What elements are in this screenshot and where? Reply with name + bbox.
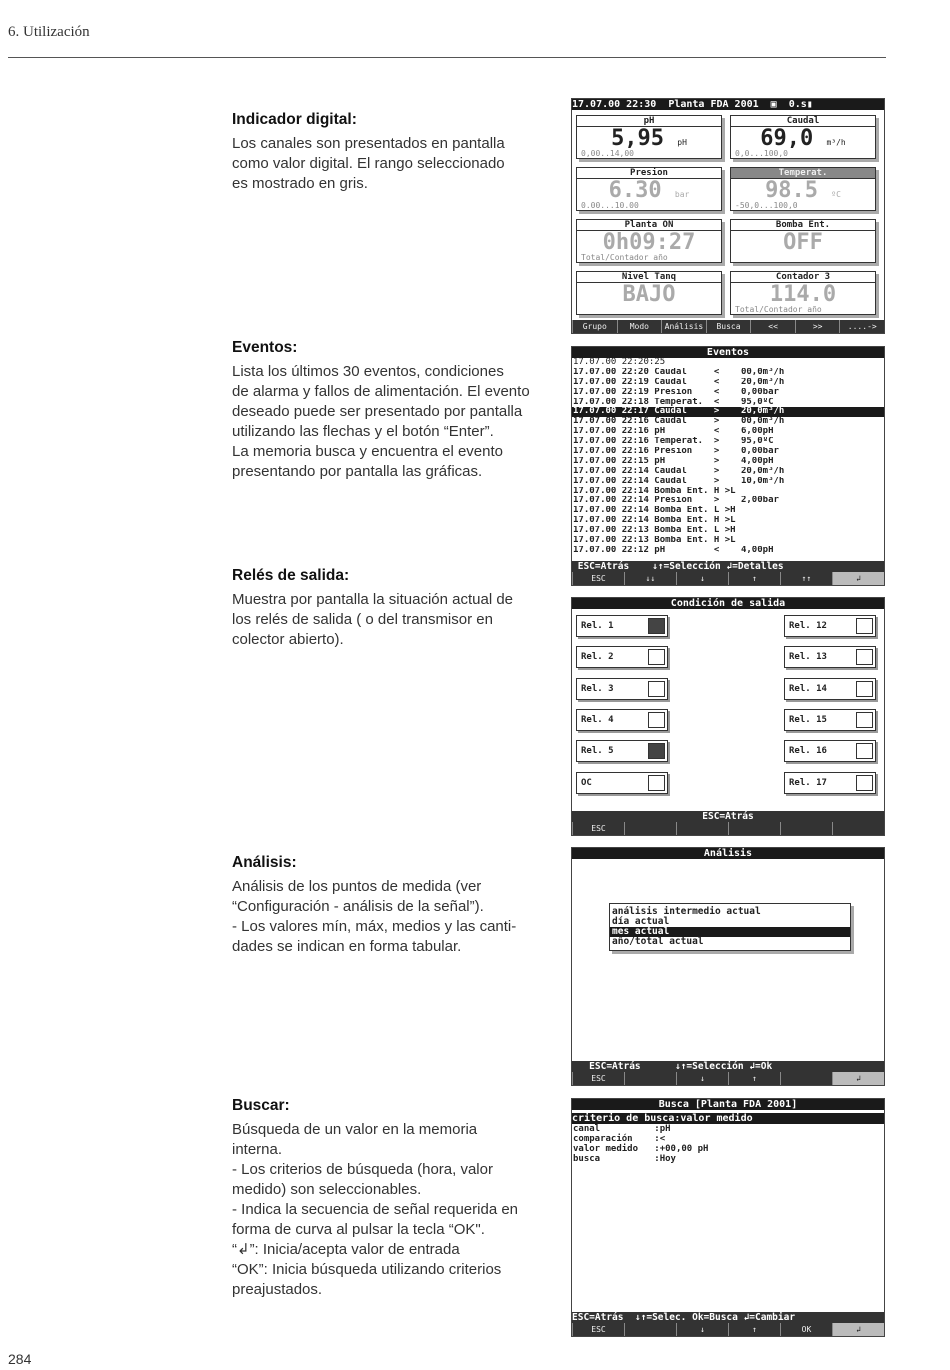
channel-unit: bar: [674, 190, 690, 199]
channel-tile: [730, 219, 876, 263]
relay-label: Rel. 5: [581, 746, 614, 757]
screen-events: [571, 346, 885, 586]
channel-label: Bomba Ent.: [731, 220, 875, 231]
search-criteria-row[interactable]: valor medido :+00,00 pH: [573, 1144, 709, 1154]
relay-indicator: [576, 615, 668, 637]
channel-range: 0.00...10.00: [581, 201, 639, 210]
event-row[interactable]: 17.07.00 22:16 pH < 6,00pH: [573, 427, 774, 437]
relay-state-box: [648, 649, 665, 665]
section-body: Los canales son presentados en pantalla como valor digital. El rango seleccionado es mostrado en gris.: [232, 135, 505, 192]
relay-state-box: [856, 743, 873, 759]
relay-label: Rel. 16: [789, 746, 827, 757]
channel-label: Presion: [577, 168, 721, 179]
event-row[interactable]: 17.07.00 22:12 pH < 4,00pH: [573, 545, 774, 555]
screen-title-bar: Busca [Planta FDA 2001]: [572, 1099, 884, 1110]
section-body: Búsqueda de un valor en la memoria interna. - Los criterios de búsqueda (hora, valor medido) son seleccionables. - Indica la secuencia de señal requerida en forma de curva al pulsar la tecla “OK". “↲”: Inicia/acepta valor de entrada “OK”: Inicia búsqueda utilizando criterios preajustados.: [232, 1121, 519, 1298]
section-body: Análisis de los puntos de medida (ver “Configuración - análisis de la señal”). - Los valores mín, máx, medios y las canti- dades se indican en forma tabular.: [232, 878, 517, 955]
softkey-button[interactable]: [780, 822, 832, 835]
softkey-bar: [572, 1323, 884, 1336]
search-criteria-row[interactable]: comparación :<: [573, 1134, 666, 1144]
analysis-menu-item[interactable]: mes actual: [610, 927, 850, 937]
channel-label: Caudal: [731, 116, 875, 127]
softkey-button[interactable]: OK: [780, 1323, 832, 1336]
event-row[interactable]: 17.07.00 22:19 Caudal < 20,0m³/h: [573, 377, 785, 387]
relay-indicator: [784, 615, 876, 637]
softkey-bar: [572, 1072, 884, 1085]
channel-value: OFF: [783, 230, 823, 255]
softkey-button[interactable]: [728, 822, 780, 835]
channel-label: Planta ON: [577, 220, 721, 231]
relay-state-box: [856, 712, 873, 728]
section-buscar: [232, 1096, 568, 1300]
relay-indicator: [576, 772, 668, 794]
help-line: ESC=Atrás ↓↑=Selección ↲=Detalles: [572, 561, 884, 572]
event-row[interactable]: 17.07.00 22:14 Bomba Ent. L >H: [573, 506, 736, 516]
softkey-button[interactable]: ↑: [728, 1072, 780, 1085]
relay-indicator: [576, 678, 668, 700]
screen-title-bar: 17.07.00 22:30 Planta FDA 2001 ▣ 0.s▮: [572, 99, 884, 110]
channel-range: 0,0...100,0: [735, 149, 788, 158]
section-body: Lista los últimos 30 eventos, condiciones de alarma y fallos de alimentación. El evento deseado puede ser presentado por pantalla utilizando las flechas y el botón “Enter”. La memoria busca y encuentra el evento presentando por pantalla las gráficas.: [232, 363, 530, 480]
screen-search: [571, 1098, 885, 1337]
relay-state-box: [648, 618, 665, 634]
relay-state-box: [856, 618, 873, 634]
event-row[interactable]: 17.07.00 22:18 Temperat. < 95,0ºC: [573, 397, 774, 407]
section-title: Análisis:: [232, 854, 297, 871]
channel-range: Total/Contador año: [581, 253, 668, 262]
page-number: 284: [8, 1351, 32, 1367]
relay-indicator: [784, 772, 876, 794]
softkey-button[interactable]: ↲: [832, 1323, 884, 1336]
softkey-button[interactable]: [676, 822, 728, 835]
softkey-button[interactable]: ↑↑: [780, 572, 832, 585]
event-row[interactable]: 17.07.00 22:13 Bomba Ent. L >H: [573, 526, 736, 536]
search-criteria-header: criterio de busca:valor medido: [572, 1113, 884, 1124]
event-row[interactable]: 17.07.00 22:14 Caudal > 10,0m³/h: [573, 476, 785, 486]
relay-label: Rel. 17: [789, 777, 827, 788]
softkey-button[interactable]: <<: [750, 320, 795, 333]
section-title: Eventos:: [232, 339, 298, 356]
event-row[interactable]: 17.07.00 22:14 Bomba Ent. H >L: [573, 486, 736, 496]
relay-label: Rel. 4: [581, 714, 614, 725]
channel-tile: [730, 115, 876, 159]
relay-label: Rel. 15: [789, 714, 827, 725]
event-list: [572, 368, 884, 556]
channel-range: 0,00..14,00: [581, 149, 634, 158]
softkey-button[interactable]: [832, 822, 884, 835]
search-criteria-list: [572, 1124, 884, 1164]
softkey-button[interactable]: Grupo: [572, 320, 617, 333]
channel-unit: pH: [677, 138, 687, 147]
channel-value: 98.5 ºC: [765, 178, 841, 203]
relay-label: Rel. 12: [789, 621, 827, 631]
softkey-button[interactable]: ↑: [728, 572, 780, 585]
relay-label: Rel. 1: [581, 621, 614, 631]
screen-analysis: [571, 847, 885, 1086]
relay-label: Rel. 3: [581, 683, 614, 694]
event-row[interactable]: 17.07.00 22:20 Caudal < 00,0m³/h: [573, 367, 785, 377]
channel-value: 69,0 m³/h: [760, 126, 846, 151]
relay-indicator: [576, 646, 668, 668]
event-row[interactable]: 17.07.00 22:16 Temperat. > 95,0ºC: [573, 437, 774, 447]
softkey-button[interactable]: ESC: [572, 572, 624, 585]
search-criteria-row[interactable]: canal :pH: [573, 1124, 671, 1134]
event-row[interactable]: 17.07.00 22:14 Presion > 2,00bar: [573, 496, 779, 506]
relay-label: OC: [581, 777, 592, 788]
section-title: Buscar:: [232, 1097, 290, 1114]
analysis-menu-item[interactable]: análisis intermedio actual: [612, 906, 761, 917]
channel-tile: [576, 115, 722, 159]
softkey-button[interactable]: ESC: [572, 1072, 624, 1085]
softkey-button[interactable]: ↓↓: [624, 572, 676, 585]
channel-tile: [576, 219, 722, 263]
channel-value: BAJO: [622, 282, 676, 307]
relay-label: Rel. 2: [581, 652, 614, 663]
relay-label: Rel. 14: [789, 683, 827, 694]
softkey-button[interactable]: ↲: [832, 572, 884, 585]
relay-state-box: [648, 743, 665, 759]
channel-unit: ºC: [831, 190, 841, 199]
channel-label: Contador 3: [731, 272, 875, 283]
event-row[interactable]: 17.07.00 22:16 Presion > 0,00bar: [573, 447, 779, 457]
chapter-header: 6. Utilización: [8, 24, 90, 40]
relay-indicator: [784, 740, 876, 762]
screen-digital-indicator: [571, 98, 885, 334]
relay-state-box: [648, 712, 665, 728]
softkey-button[interactable]: Busca: [706, 320, 751, 333]
relay-state-box: [648, 775, 665, 791]
event-row[interactable]: 17.07.00 22:14 Caudal > 20,0m³/h: [573, 466, 785, 476]
event-row[interactable]: 17.07.00 22:15 pH > 4,00pH: [573, 456, 774, 466]
relay-indicator: [576, 740, 668, 762]
section-eventos: [232, 338, 568, 482]
softkey-button[interactable]: Análisis: [661, 320, 706, 333]
screen-title-bar: Análisis: [572, 848, 884, 859]
header-rule: [8, 57, 886, 58]
channel-tile: [576, 271, 722, 315]
screen-relay-output: [571, 597, 885, 836]
analysis-menu-item[interactable]: año/total actual: [612, 936, 704, 947]
channel-label: Temperat.: [731, 168, 875, 179]
help-line: ESC=Atrás ↓↑=Selec. Ok=Busca ↲=Cambiar: [572, 1312, 884, 1323]
section-reles-salida: [232, 566, 568, 650]
help-line: ESC=Atrás ↓↑=Selección ↲=Ok: [572, 1061, 884, 1072]
softkey-button[interactable]: Modo: [617, 320, 662, 333]
softkey-bar: [572, 822, 884, 835]
channel-range: -50,0...100,0: [735, 201, 798, 210]
relay-state-box: [856, 649, 873, 665]
channel-value: 5,95 pH: [611, 126, 687, 151]
channel-tile: [576, 167, 722, 211]
softkey-button[interactable]: [624, 1072, 676, 1085]
relay-state-box: [856, 775, 873, 791]
section-body: Muestra por pantalla la situación actual de los relés de salida ( o del transmisor en colector abierto).: [232, 591, 514, 648]
event-row[interactable]: 17.07.00 22:14 Bomba Ent. H >L: [573, 516, 736, 526]
analysis-menu-item[interactable]: día actual: [612, 916, 670, 927]
softkey-bar: [572, 572, 884, 585]
softkey-button[interactable]: ....->: [839, 320, 884, 333]
relay-indicator: [784, 646, 876, 668]
section-analisis: [232, 853, 568, 957]
softkey-button[interactable]: ↓: [676, 572, 728, 585]
channel-value: 6.30 bar: [608, 178, 690, 203]
event-row[interactable]: 17.07.00 22:19 Presion < 0,00bar: [573, 387, 779, 397]
channel-label: pH: [577, 116, 721, 127]
softkey-button[interactable]: [624, 1323, 676, 1336]
event-row[interactable]: 17.07.00 22:13 Bomba Ent. H >L: [573, 536, 736, 546]
search-criteria-row[interactable]: busca :Hoy: [573, 1154, 676, 1164]
relay-indicator: [784, 678, 876, 700]
softkey-bar: [572, 320, 884, 333]
section-title: Relés de salida:: [232, 567, 350, 584]
event-row[interactable]: 17.07.00 22:16 Caudal > 00,0m³/h: [573, 417, 785, 427]
channel-value: 114.0: [769, 282, 837, 307]
softkey-button[interactable]: ↲: [832, 1072, 884, 1085]
section-indicador-digital: [232, 110, 568, 194]
channel-label: Nivel Tanq: [577, 272, 721, 283]
softkey-button[interactable]: [624, 822, 676, 835]
softkey-button[interactable]: >>: [795, 320, 840, 333]
help-line: ESC=Atrás: [572, 811, 884, 822]
event-date-line: 17.07.00 22:20:25: [573, 358, 666, 367]
relay-state-box: [856, 681, 873, 697]
analysis-menu: [609, 903, 851, 951]
softkey-button[interactable]: ↑: [728, 1323, 780, 1336]
channel-value: 0h09:27: [602, 230, 696, 255]
event-row[interactable]: 17.07.00 22:17 Caudal > 20,0m³/h: [572, 407, 884, 417]
relay-indicator: [784, 709, 876, 731]
channel-tile: [730, 167, 876, 211]
channel-range: Total/Contador año: [735, 305, 822, 314]
relay-label: Rel. 13: [789, 652, 827, 663]
relay-indicator: [576, 709, 668, 731]
screen-title-bar: Eventos: [572, 347, 884, 358]
softkey-button[interactable]: [780, 1072, 832, 1085]
channel-unit: m³/h: [826, 138, 846, 147]
relay-state-box: [648, 681, 665, 697]
softkey-button[interactable]: ESC: [572, 1323, 624, 1336]
softkey-button[interactable]: ↓: [676, 1323, 728, 1336]
channel-tile: [730, 271, 876, 315]
softkey-button[interactable]: ESC: [572, 822, 624, 835]
section-title: Indicador digital:: [232, 111, 357, 128]
screen-title-bar: Condición de salida: [572, 598, 884, 609]
softkey-button[interactable]: ↓: [676, 1072, 728, 1085]
